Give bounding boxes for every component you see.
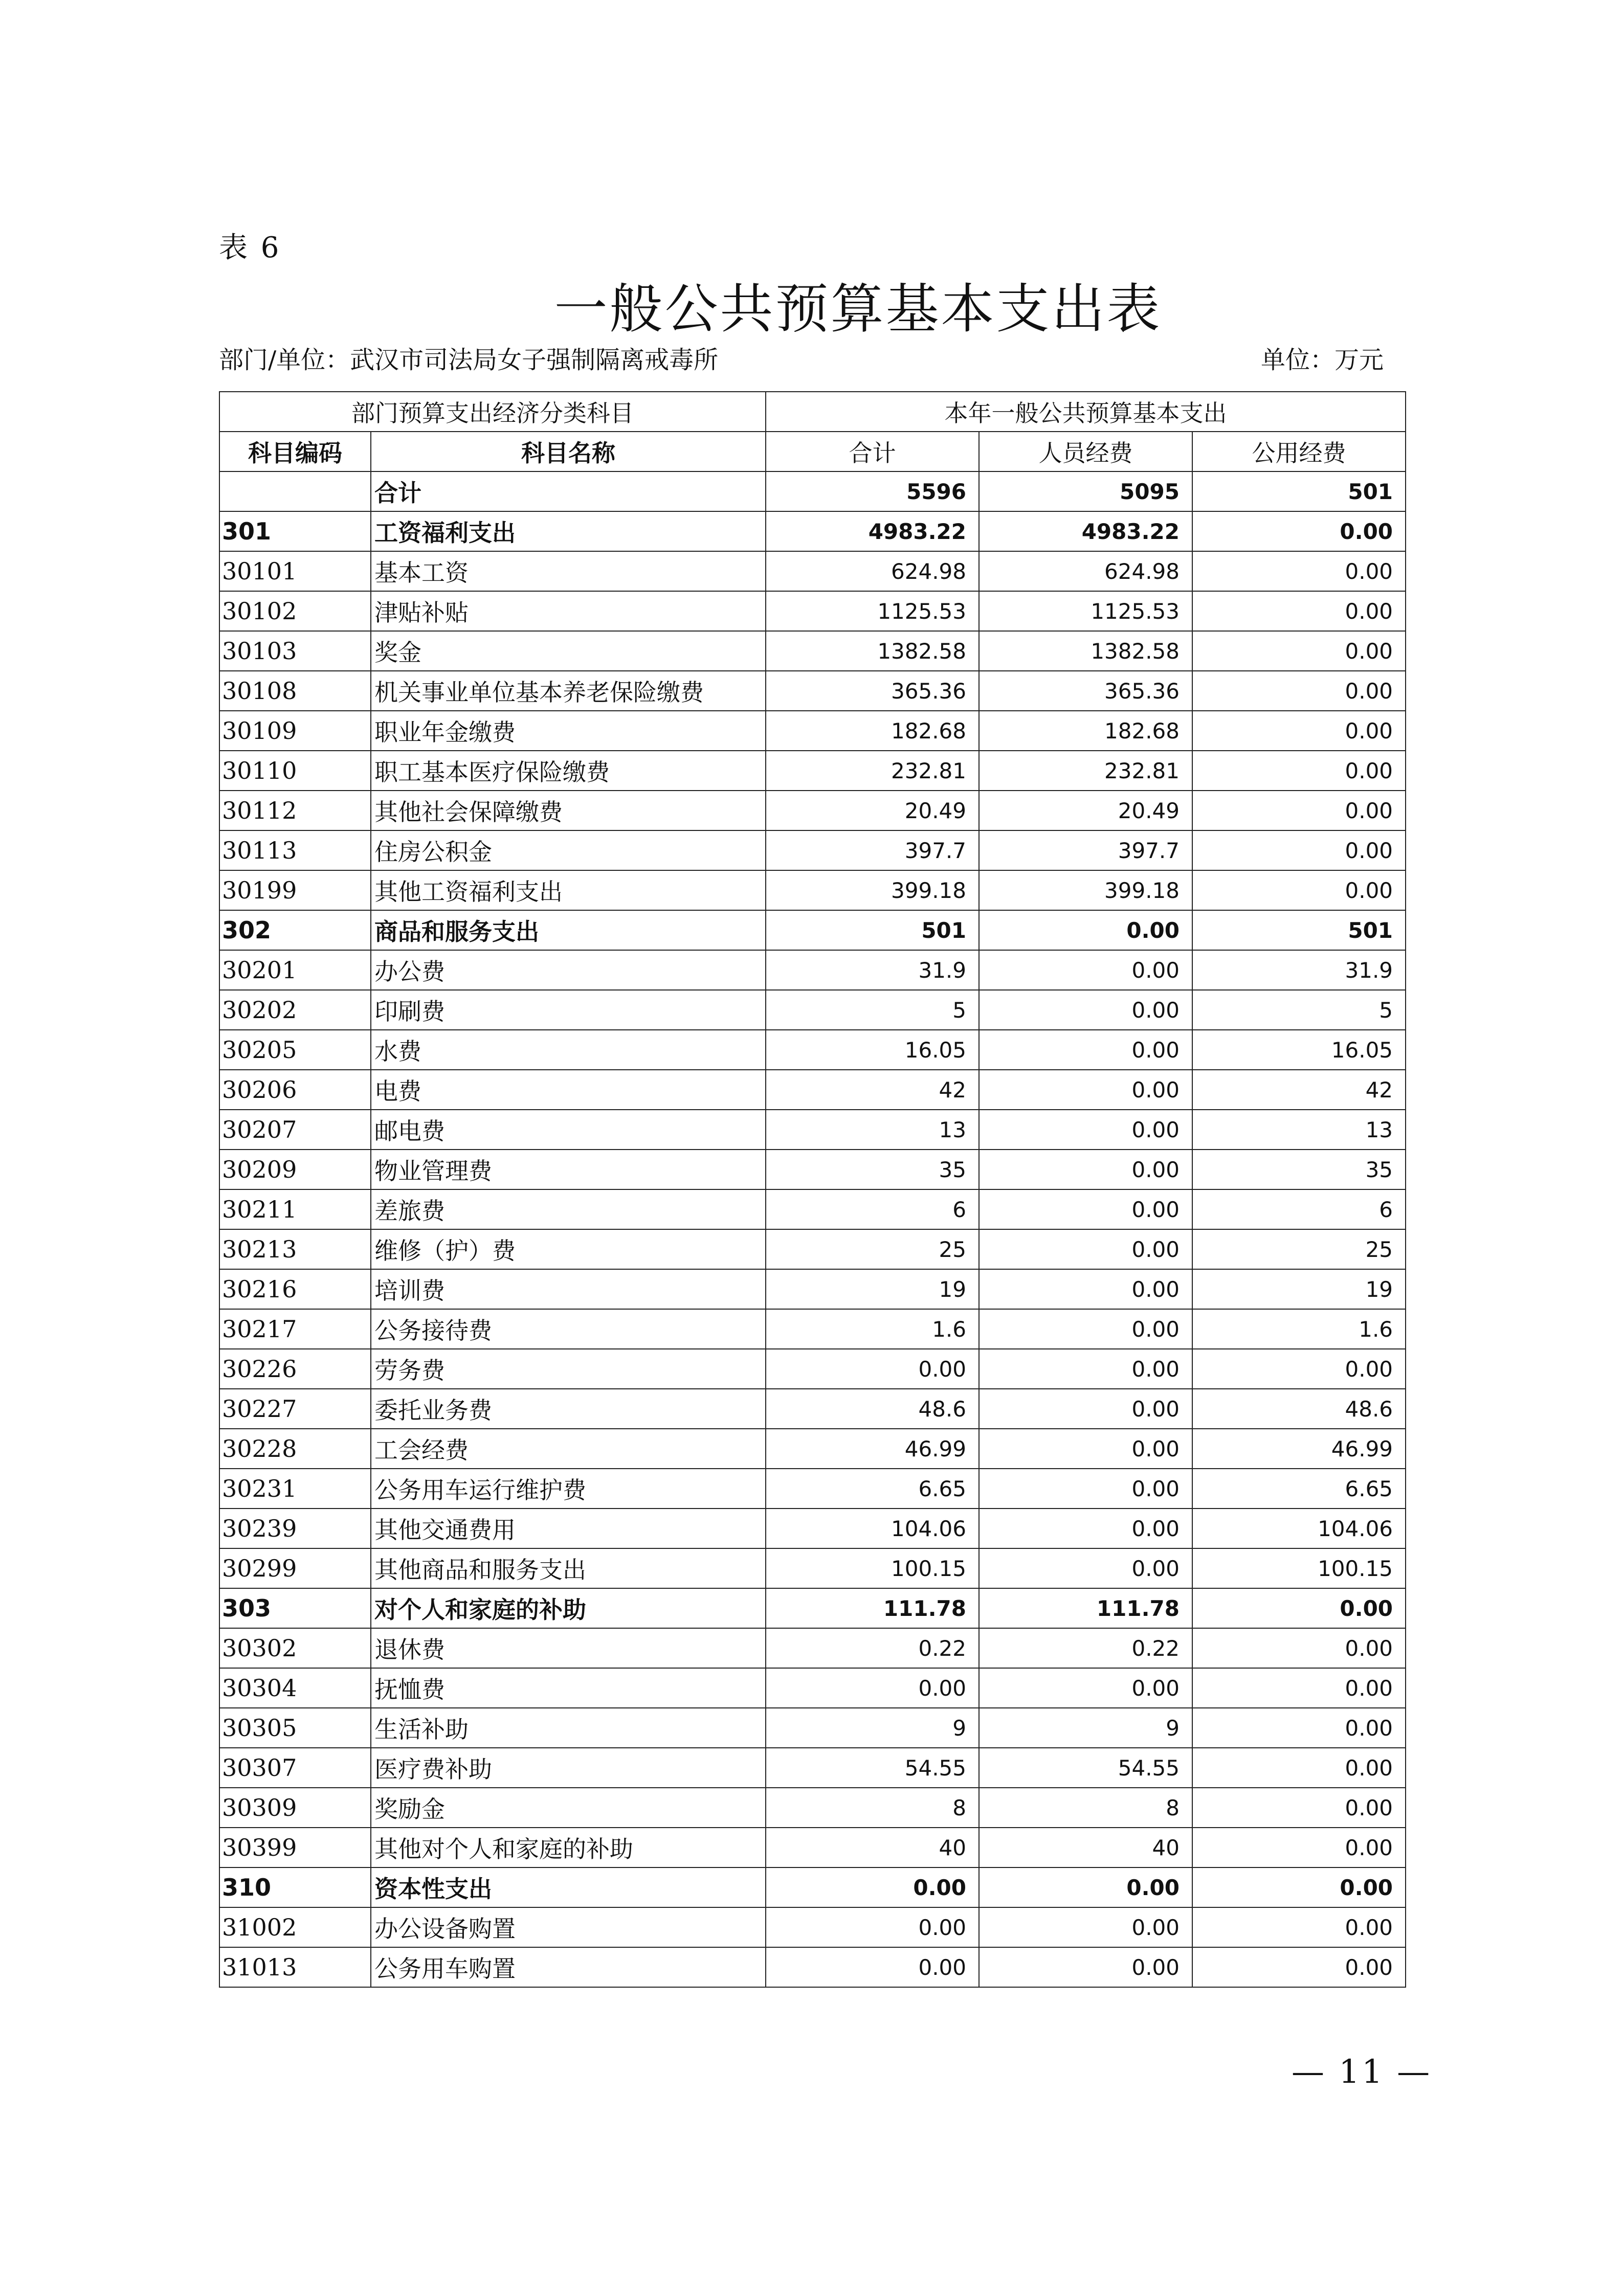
cell-personnel: 0.00 [979, 1150, 1192, 1189]
table-row [219, 1588, 1406, 1628]
table-row [219, 1748, 1406, 1788]
cell-personnel: 40 [979, 1828, 1192, 1867]
cell-public: 6.65 [1192, 1469, 1406, 1509]
cell-total: 13 [766, 1110, 979, 1150]
header-total: 合计 [766, 432, 979, 471]
cell-total: 5 [766, 990, 979, 1030]
cell-code: 30213 [219, 1229, 371, 1269]
cell-personnel: 4983.22 [979, 511, 1192, 551]
cell-name: 津贴补贴 [371, 591, 766, 631]
cell-public: 0.00 [1192, 1867, 1406, 1907]
cell-code: 30216 [219, 1269, 371, 1309]
cell-public: 42 [1192, 1070, 1406, 1110]
cell-name: 基本工资 [371, 551, 766, 591]
cell-public: 0.00 [1192, 1947, 1406, 1987]
cell-personnel: 365.36 [979, 671, 1192, 711]
cell-personnel: 0.00 [979, 1867, 1192, 1907]
cell-total: 0.00 [766, 1349, 979, 1389]
cell-personnel: 0.00 [979, 1030, 1192, 1070]
cell-code: 301 [219, 511, 371, 551]
table-row [219, 990, 1406, 1030]
cell-public: 100.15 [1192, 1548, 1406, 1588]
cell-code: 303 [219, 1588, 371, 1628]
cell-public: 0.00 [1192, 1588, 1406, 1628]
cell-name: 办公费 [371, 950, 766, 990]
cell-public: 0.00 [1192, 511, 1406, 551]
cell-total: 0.22 [766, 1628, 979, 1668]
cell-name: 其他交通费用 [371, 1509, 766, 1548]
cell-public: 0.00 [1192, 1708, 1406, 1748]
cell-public: 0.00 [1192, 711, 1406, 751]
table-row [219, 791, 1406, 830]
cell-name: 对个人和家庭的补助 [371, 1588, 766, 1628]
cell-public: 0.00 [1192, 870, 1406, 910]
cell-public: 0.00 [1192, 1748, 1406, 1788]
table-row [219, 1548, 1406, 1588]
table-row [219, 631, 1406, 671]
page-number: — 11 — [1292, 2053, 1432, 2091]
cell-code: 30101 [219, 551, 371, 591]
cell-code: 30205 [219, 1030, 371, 1070]
cell-public: 1.6 [1192, 1309, 1406, 1349]
cell-total: 6.65 [766, 1469, 979, 1509]
cell-public: 5 [1192, 990, 1406, 1030]
cell-public: 0.00 [1192, 591, 1406, 631]
cell-personnel: 0.00 [979, 1309, 1192, 1349]
cell-name: 资本性支出 [371, 1867, 766, 1907]
header-group-classification: 部门预算支出经济分类科目 [219, 392, 766, 432]
cell-personnel: 8 [979, 1788, 1192, 1828]
cell-code: 30113 [219, 830, 371, 870]
table-row [219, 1708, 1406, 1748]
cell-code: 31002 [219, 1907, 371, 1947]
cell-public: 48.6 [1192, 1389, 1406, 1429]
cell-code: 30202 [219, 990, 371, 1030]
cell-personnel: 20.49 [979, 791, 1192, 830]
cell-code: 310 [219, 1867, 371, 1907]
cell-code: 30201 [219, 950, 371, 990]
cell-name: 医疗费补助 [371, 1748, 766, 1788]
cell-name: 公务接待费 [371, 1309, 766, 1349]
cell-total: 16.05 [766, 1030, 979, 1070]
cell-personnel: 5095 [979, 471, 1192, 511]
table-row [219, 1030, 1406, 1070]
cell-name: 邮电费 [371, 1110, 766, 1150]
table-row [219, 1947, 1406, 1987]
cell-personnel: 0.22 [979, 1628, 1192, 1668]
cell-public: 6 [1192, 1189, 1406, 1229]
cell-personnel: 0.00 [979, 1668, 1192, 1708]
cell-total: 104.06 [766, 1509, 979, 1548]
cell-personnel: 0.00 [979, 1389, 1192, 1429]
cell-name: 退休费 [371, 1628, 766, 1668]
cell-code: 30206 [219, 1070, 371, 1110]
cell-code: 30226 [219, 1349, 371, 1389]
table-row [219, 511, 1406, 551]
cell-public: 13 [1192, 1110, 1406, 1150]
cell-total: 5596 [766, 471, 979, 511]
cell-personnel: 399.18 [979, 870, 1192, 910]
cell-total: 182.68 [766, 711, 979, 751]
cell-public: 0.00 [1192, 751, 1406, 791]
cell-total: 20.49 [766, 791, 979, 830]
cell-total: 4983.22 [766, 511, 979, 551]
cell-total: 48.6 [766, 1389, 979, 1429]
cell-total: 31.9 [766, 950, 979, 990]
cell-name: 生活补助 [371, 1708, 766, 1748]
cell-code: 30227 [219, 1389, 371, 1429]
table-row [219, 1668, 1406, 1708]
cell-public: 0.00 [1192, 1668, 1406, 1708]
cell-code: 31013 [219, 1947, 371, 1987]
cell-total: 0.00 [766, 1947, 979, 1987]
header-name: 科目名称 [371, 432, 766, 471]
cell-code: 30109 [219, 711, 371, 751]
cell-code: 302 [219, 910, 371, 950]
cell-personnel: 1382.58 [979, 631, 1192, 671]
cell-public: 46.99 [1192, 1429, 1406, 1469]
table-row [219, 910, 1406, 950]
cell-name: 工资福利支出 [371, 511, 766, 551]
cell-name: 其他社会保障缴费 [371, 791, 766, 830]
cell-personnel: 0.00 [979, 910, 1192, 950]
cell-code: 30239 [219, 1509, 371, 1548]
table-row [219, 1110, 1406, 1150]
table-row [219, 1509, 1406, 1548]
table-row [219, 551, 1406, 591]
cell-total: 501 [766, 910, 979, 950]
cell-name: 抚恤费 [371, 1668, 766, 1708]
cell-personnel: 397.7 [979, 830, 1192, 870]
header-personnel: 人员经费 [979, 432, 1192, 471]
cell-name: 合计 [371, 471, 766, 511]
cell-personnel: 0.00 [979, 1269, 1192, 1309]
cell-total: 9 [766, 1708, 979, 1748]
cell-personnel: 0.00 [979, 1189, 1192, 1229]
cell-name: 水费 [371, 1030, 766, 1070]
cell-code: 30299 [219, 1548, 371, 1588]
cell-personnel: 0.00 [979, 1548, 1192, 1588]
cell-name: 公务用车运行维护费 [371, 1469, 766, 1509]
cell-personnel: 624.98 [979, 551, 1192, 591]
cell-total: 6 [766, 1189, 979, 1229]
cell-code: 30309 [219, 1788, 371, 1828]
cell-personnel: 111.78 [979, 1588, 1192, 1628]
cell-personnel: 232.81 [979, 751, 1192, 791]
header-public: 公用经费 [1192, 432, 1406, 471]
cell-code: 30199 [219, 870, 371, 910]
cell-public: 0.00 [1192, 1788, 1406, 1828]
cell-total: 40 [766, 1828, 979, 1867]
cell-public: 0.00 [1192, 631, 1406, 671]
cell-total: 42 [766, 1070, 979, 1110]
cell-name: 物业管理费 [371, 1150, 766, 1189]
cell-public: 104.06 [1192, 1509, 1406, 1548]
cell-personnel: 0.00 [979, 1110, 1192, 1150]
cell-total: 232.81 [766, 751, 979, 791]
cell-name: 机关事业单位基本养老保险缴费 [371, 671, 766, 711]
cell-public: 31.9 [1192, 950, 1406, 990]
cell-public: 0.00 [1192, 830, 1406, 870]
cell-code: 30209 [219, 1150, 371, 1189]
cell-total: 46.99 [766, 1429, 979, 1469]
cell-total: 0.00 [766, 1907, 979, 1947]
unit-label: 单位：万元 [1260, 346, 1384, 374]
cell-name: 维修（护）费 [371, 1229, 766, 1269]
cell-total: 399.18 [766, 870, 979, 910]
cell-total: 1382.58 [766, 631, 979, 671]
cell-personnel: 0.00 [979, 1907, 1192, 1947]
cell-public: 0.00 [1192, 1907, 1406, 1947]
cell-total: 1.6 [766, 1309, 979, 1349]
cell-name: 职业年金缴费 [371, 711, 766, 751]
table-row [219, 1189, 1406, 1229]
table-row [219, 1229, 1406, 1269]
table-row [219, 1788, 1406, 1828]
cell-personnel: 54.55 [979, 1748, 1192, 1788]
header-group-expenditure: 本年一般公共预算基本支出 [766, 392, 1406, 432]
table-row [219, 1070, 1406, 1110]
cell-personnel: 1125.53 [979, 591, 1192, 631]
cell-public: 0.00 [1192, 1628, 1406, 1668]
cell-total: 365.36 [766, 671, 979, 711]
cell-name: 奖金 [371, 631, 766, 671]
cell-name: 劳务费 [371, 1349, 766, 1389]
cell-code: 30304 [219, 1668, 371, 1708]
cell-name: 电费 [371, 1070, 766, 1110]
table-row [219, 1867, 1406, 1907]
cell-code: 30399 [219, 1828, 371, 1867]
table-row [219, 1349, 1406, 1389]
table-row [219, 711, 1406, 751]
cell-public: 0.00 [1192, 1349, 1406, 1389]
cell-code: 30110 [219, 751, 371, 791]
cell-personnel: 182.68 [979, 711, 1192, 751]
cell-personnel: 0.00 [979, 1469, 1192, 1509]
table-row [219, 1150, 1406, 1189]
cell-personnel: 0.00 [979, 1509, 1192, 1548]
page-title: 一般公共预算基本支出表 [554, 278, 1162, 340]
cell-total: 397.7 [766, 830, 979, 870]
table-row [219, 1907, 1406, 1947]
cell-public: 501 [1192, 471, 1406, 511]
cell-name: 差旅费 [371, 1189, 766, 1229]
cell-total: 35 [766, 1150, 979, 1189]
table-row [219, 471, 1406, 511]
cell-name: 委托业务费 [371, 1389, 766, 1429]
cell-public: 0.00 [1192, 671, 1406, 711]
table-row [219, 870, 1406, 910]
table-row [219, 1269, 1406, 1309]
cell-name: 职工基本医疗保险缴费 [371, 751, 766, 791]
table-row [219, 830, 1406, 870]
cell-code: 30211 [219, 1189, 371, 1229]
table-row [219, 591, 1406, 631]
cell-public: 0.00 [1192, 1828, 1406, 1867]
cell-name: 培训费 [371, 1269, 766, 1309]
cell-public: 19 [1192, 1269, 1406, 1309]
cell-personnel: 0.00 [979, 1070, 1192, 1110]
table-row [219, 1429, 1406, 1469]
cell-name: 其他工资福利支出 [371, 870, 766, 910]
cell-name: 工会经费 [371, 1429, 766, 1469]
header-code: 科目编码 [219, 432, 371, 471]
table-row [219, 1828, 1406, 1867]
cell-personnel: 0.00 [979, 990, 1192, 1030]
cell-code: 30305 [219, 1708, 371, 1748]
cell-total: 25 [766, 1229, 979, 1269]
table-row [219, 1628, 1406, 1668]
cell-code: 30207 [219, 1110, 371, 1150]
cell-total: 19 [766, 1269, 979, 1309]
cell-public: 0.00 [1192, 551, 1406, 591]
cell-code: 30112 [219, 791, 371, 830]
cell-total: 100.15 [766, 1548, 979, 1588]
cell-code [219, 471, 371, 511]
cell-personnel: 0.00 [979, 1229, 1192, 1269]
table-row [219, 950, 1406, 990]
cell-total: 624.98 [766, 551, 979, 591]
cell-total: 54.55 [766, 1748, 979, 1788]
cell-total: 8 [766, 1788, 979, 1828]
cell-personnel: 0.00 [979, 1349, 1192, 1389]
cell-code: 30103 [219, 631, 371, 671]
cell-public: 35 [1192, 1150, 1406, 1189]
cell-public: 16.05 [1192, 1030, 1406, 1070]
cell-name: 印刷费 [371, 990, 766, 1030]
table-row [219, 1309, 1406, 1349]
cell-total: 1125.53 [766, 591, 979, 631]
cell-public: 0.00 [1192, 791, 1406, 830]
cell-total: 111.78 [766, 1588, 979, 1628]
cell-public: 25 [1192, 1229, 1406, 1269]
cell-public: 501 [1192, 910, 1406, 950]
cell-code: 30108 [219, 671, 371, 711]
cell-personnel: 0.00 [979, 950, 1192, 990]
cell-name: 办公设备购置 [371, 1907, 766, 1947]
cell-code: 30228 [219, 1429, 371, 1469]
cell-total: 0.00 [766, 1668, 979, 1708]
table-body [219, 471, 1406, 1987]
cell-code: 30217 [219, 1309, 371, 1349]
cell-name: 其他商品和服务支出 [371, 1548, 766, 1588]
cell-personnel: 0.00 [979, 1429, 1192, 1469]
table-row [219, 1469, 1406, 1509]
cell-code: 30302 [219, 1628, 371, 1668]
table-row [219, 751, 1406, 791]
table-row [219, 1389, 1406, 1429]
department-label: 部门/单位：武汉市司法局女子强制隔离戒毒所 [219, 346, 719, 374]
cell-total: 0.00 [766, 1867, 979, 1907]
cell-code: 30307 [219, 1748, 371, 1788]
cell-personnel: 9 [979, 1708, 1192, 1748]
cell-code: 30231 [219, 1469, 371, 1509]
cell-name: 商品和服务支出 [371, 910, 766, 950]
cell-name: 其他对个人和家庭的补助 [371, 1828, 766, 1867]
cell-name: 奖励金 [371, 1788, 766, 1828]
cell-personnel: 0.00 [979, 1947, 1192, 1987]
cell-name: 住房公积金 [371, 830, 766, 870]
table-label: 表 6 [219, 231, 281, 264]
budget-table [219, 391, 1406, 1988]
table-row [219, 671, 1406, 711]
cell-code: 30102 [219, 591, 371, 631]
cell-name: 公务用车购置 [371, 1947, 766, 1987]
